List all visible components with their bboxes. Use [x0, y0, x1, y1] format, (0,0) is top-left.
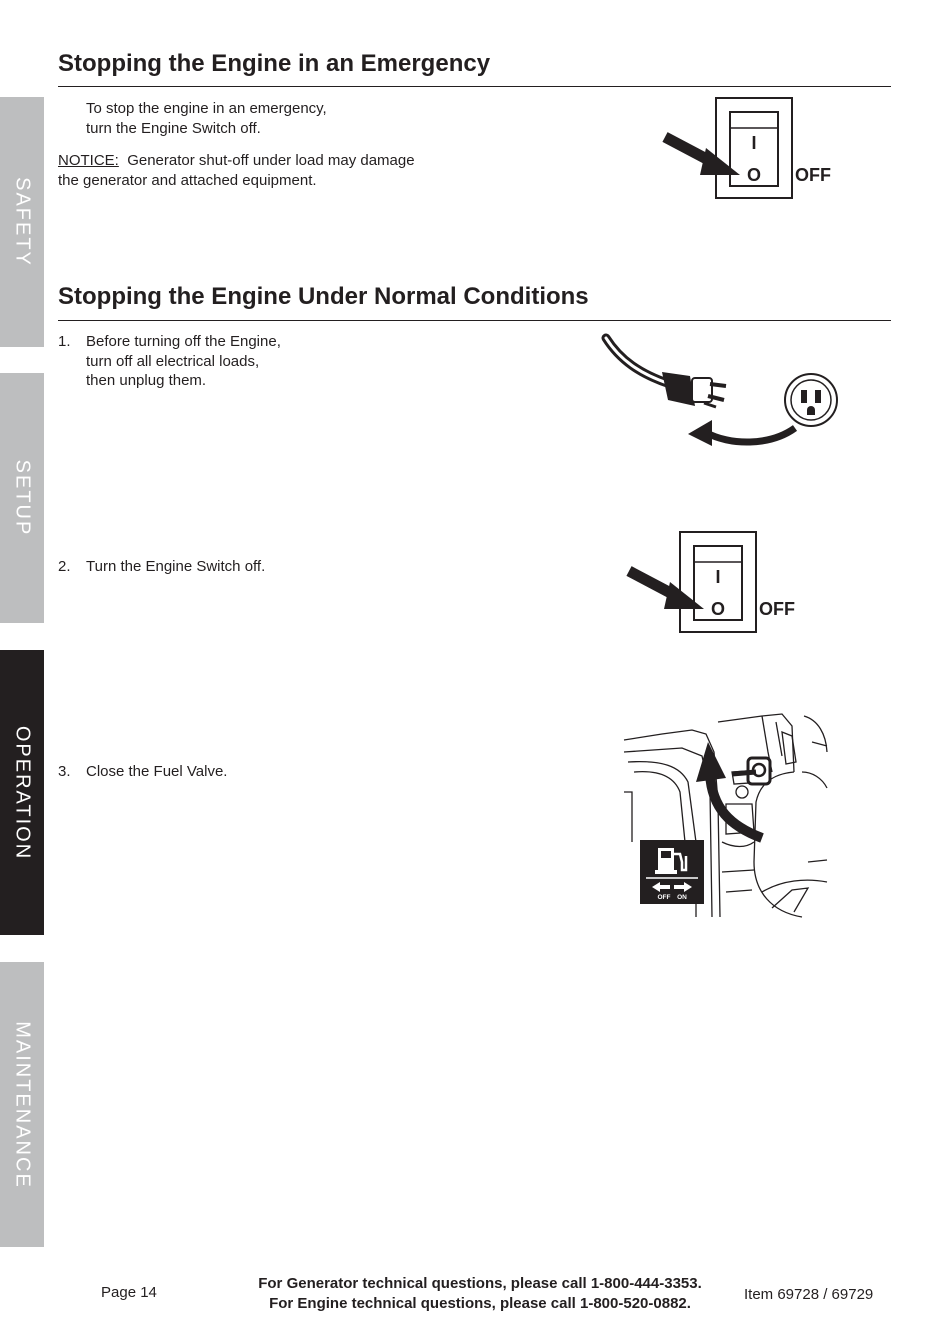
emergency-text-line: turn the Engine Switch off.	[86, 119, 261, 137]
step-number: 3.	[58, 763, 71, 780]
plug-unplug-illustration	[600, 334, 850, 454]
step-text	[86, 332, 281, 391]
side-tab-label: SETUP	[11, 459, 34, 537]
notice-text	[58, 151, 415, 190]
side-tab-setup	[0, 373, 44, 623]
notice-text-line: Generator shut-off under load may damage	[127, 152, 415, 169]
curved-arrow-icon	[688, 420, 795, 446]
step-text-line: Close the Fuel Valve.	[86, 763, 228, 780]
switch-off-symbol: O	[746, 165, 762, 185]
section-rule	[58, 320, 891, 321]
step-number: 1.	[58, 333, 71, 350]
page-number: Page 14	[101, 1284, 157, 1301]
fuel-off-label: OFF	[657, 894, 671, 901]
engine-switch-illustration	[624, 530, 814, 636]
switch-off-symbol: O	[710, 599, 726, 619]
notice-label: NOTICE:	[58, 152, 119, 169]
side-tab-maintenance	[0, 962, 44, 1247]
power-cord-icon	[606, 338, 670, 384]
footer-contact	[230, 1274, 730, 1313]
side-tab-safety	[0, 97, 44, 347]
fuel-decal-icon	[640, 840, 704, 904]
section-rule	[58, 86, 891, 87]
step-text-line: Turn the Engine Switch off.	[86, 558, 266, 575]
footer-contact-line: For Engine technical questions, please call 1-800-520-0882.	[269, 1294, 691, 1312]
step-text-line: then unplug them.	[86, 372, 207, 389]
fuel-on-label: ON	[677, 894, 687, 901]
emergency-text-line: To stop the engine in an emergency,	[86, 100, 327, 117]
fuel-valve-illustration	[622, 712, 832, 922]
side-tab-operation	[0, 650, 44, 935]
switch-off-label: OFF	[759, 599, 795, 619]
footer-contact-line: For Generator technical questions, please call 1-800-444-3353.	[258, 1275, 702, 1292]
section-heading-normal: Stopping the Engine Under Normal Conditions	[58, 283, 589, 310]
section-heading-emergency: Stopping the Engine in an Emergency	[58, 50, 491, 77]
item-number: Item 69728 / 69729	[744, 1286, 874, 1303]
side-tab-label: MAINTENANCE	[11, 1020, 34, 1189]
plug-icon	[662, 372, 726, 407]
step-text-line: turn off all electrical loads,	[86, 352, 260, 370]
engine-switch-illustration	[660, 96, 850, 202]
step-text	[86, 557, 265, 577]
emergency-text	[86, 99, 327, 138]
step-text-line: Before turning off the Engine,	[86, 333, 281, 350]
curved-arrow-up-icon	[696, 742, 762, 838]
step-number: 2.	[58, 558, 71, 575]
switch-on-symbol: I	[751, 133, 757, 153]
side-tab-label: SAFETY	[11, 177, 34, 267]
step-text	[86, 762, 227, 782]
switch-off-label: OFF	[795, 165, 831, 185]
switch-on-symbol: I	[715, 567, 721, 587]
side-tab-label: OPERATION	[11, 725, 34, 860]
outlet-icon	[785, 374, 837, 426]
notice-text-line: the generator and attached equipment.	[58, 171, 317, 189]
